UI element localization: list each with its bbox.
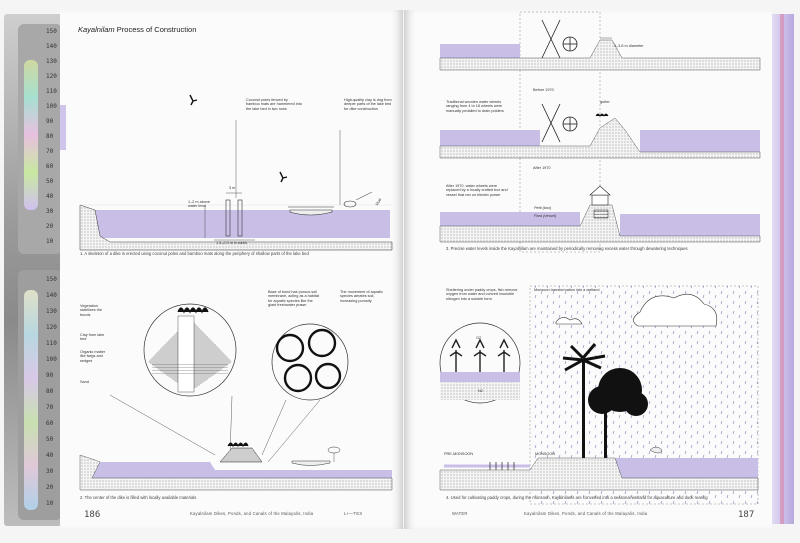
ruler-tick-label: 50 — [46, 436, 54, 443]
ruler-tick-label: 80 — [46, 133, 54, 140]
label-bund-base: Base of bund has porous soil membrane, acting as a habitat for aquatic species like the giant freshwater prawn — [268, 290, 320, 308]
label-pre-monsoon: PRE-MONSOON — [444, 452, 474, 456]
caption-step-4: 4. Used for cultivating paddy crops, during the monsoon, Kayalnilams are converted into a seasonal wetland for aquaculture and duck rearing — [446, 495, 708, 500]
ruler-tick-label: 90 — [46, 372, 54, 379]
ruler-tick-label: 140 — [46, 43, 57, 50]
ruler-tick-label: 140 — [46, 292, 57, 299]
ruler-tick-label: 150 — [46, 276, 57, 283]
label-before-1970: Before 1970 — [533, 88, 554, 92]
title-italic: Kayalnilam — [78, 25, 115, 34]
label-monsoon-transform: Monsoon transformation into a wetland — [534, 288, 600, 292]
ruler-tick-label: 70 — [46, 404, 54, 411]
ruler-tick-label: 150 — [46, 28, 57, 35]
footer-left-tag: L+—TEX — [344, 511, 363, 516]
label-wheels: Traditional wooden water wheels ranging from 4 to 18 wheels were manually pedalled to drain polders — [446, 100, 504, 113]
footer-right: Kayalnilam Dikes, Ponds, and Canals of the Malayalis, India — [524, 511, 648, 516]
label-sheltering: Sheltering under paddy crops, fish remove oxygen from water and convert insoluble nitrogen into a soluble form — [446, 288, 518, 301]
diagram-dewatering — [440, 12, 760, 252]
ruler-tick-label: 30 — [46, 468, 54, 475]
diagram-monsoon-wetland — [440, 286, 758, 504]
ruler-tick-label: 40 — [46, 193, 54, 200]
ruler-tick-label: 70 — [46, 148, 54, 155]
label-para: Para (vessel) — [534, 214, 557, 218]
label-diameter: 3–3.6 m diameter — [614, 44, 644, 48]
label-above-water: 1–2 m above water level — [188, 200, 210, 209]
page-number-right: 187 — [738, 510, 755, 520]
footer-left: Kayalnilam Dikes, Ponds, and Canals of the Malayalis, India — [190, 511, 314, 516]
label-monsoon: MONSOON — [535, 452, 556, 456]
label-clay: High-quality clay is dug from deeper parts of the lake bed for dike construction — [344, 98, 392, 111]
page-number-left: 186 — [84, 510, 101, 520]
label-three-m: 3 m — [229, 186, 236, 190]
diagram-dike-filling — [80, 304, 392, 490]
diagram-dike-skeleton — [80, 95, 392, 250]
title-rest: Process of Construction — [114, 25, 197, 34]
label-sand: Sand — [80, 380, 89, 384]
label-petti: Petti (box) — [534, 206, 552, 210]
ruler-tick-label: 10 — [46, 500, 54, 507]
ruler-tick-label: 90 — [46, 118, 54, 125]
label-after-text: After 1970, water wheels were replaced by a locally crafted box and vessel that ran on electric power — [446, 184, 508, 197]
ruler-tick-label: 30 — [46, 208, 54, 215]
label-aquatic: The movement of aquatic species aerates soil, increasing porosity — [340, 290, 383, 303]
ruler-tick-label: 120 — [46, 73, 57, 80]
label-vegetation: Vegetation stabilizes the bunds — [80, 304, 102, 317]
ruler-tick-label: 20 — [46, 484, 54, 491]
ruler-tick-label: 20 — [46, 223, 54, 230]
page-title — [78, 26, 196, 35]
ruler-tick-label: 110 — [46, 88, 57, 95]
ruler-tick-label: 120 — [46, 324, 57, 331]
label-o2: O2 — [476, 336, 482, 340]
ruler-tick-label: 80 — [46, 388, 54, 395]
ruler-tick-label: 110 — [46, 340, 57, 347]
label-width: 1.5–2.5 m in width — [216, 241, 247, 245]
label-coconut-poles: Coconut poles fenced by bamboo mats are hammered into the lake bed in two rows — [246, 98, 302, 111]
label-n2: N2 — [478, 389, 483, 393]
ruler-tick-label: 100 — [46, 103, 57, 110]
label-gutter: gutter — [600, 100, 610, 104]
ruler-tick-label: 50 — [46, 178, 54, 185]
caption-step-1: 1. A skeleton of a dike is erected using coconut poles and bamboo mats along the periphery of shallow parts of the lake bed — [80, 251, 309, 256]
label-mud: Mud — [374, 197, 383, 207]
ruler-tick-label: 60 — [46, 163, 54, 170]
label-organic: Organic matter like twigs and sedges — [80, 350, 106, 363]
ruler-tick-label: 60 — [46, 420, 54, 427]
ruler-tick-label: 130 — [46, 308, 57, 315]
label-after-1970: After 1970 — [533, 166, 551, 170]
label-clay-lake: Clay from lake bed — [80, 333, 105, 342]
ruler-tick-label: 40 — [46, 452, 54, 459]
ruler-tick-label: 130 — [46, 58, 57, 65]
footer-right-tag: WATER — [452, 511, 468, 516]
caption-step-2: 2. The center of the dike is filled with locally available materials — [80, 495, 197, 500]
ruler-tick-label: 10 — [46, 238, 54, 245]
caption-step-3: 3. Precise water levels inside the Kayalnilam are maintained by periodically removing excess water through dewatering techniques — [446, 246, 688, 251]
ruler-tick-label: 100 — [46, 356, 57, 363]
